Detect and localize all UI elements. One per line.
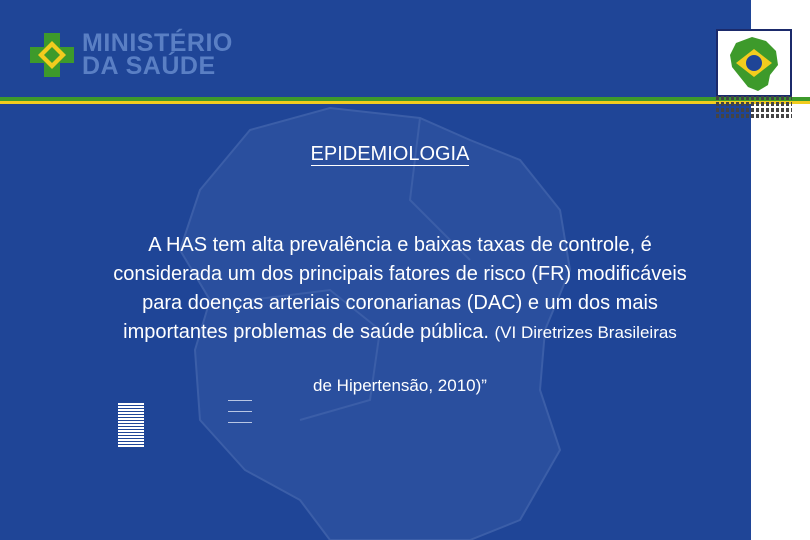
decorative-dashes xyxy=(228,400,252,433)
ministerio-logo xyxy=(30,29,233,80)
dash xyxy=(228,411,252,412)
decorative-bars xyxy=(118,403,144,447)
dash xyxy=(228,422,252,423)
logo-line-1: MINISTÉRIO xyxy=(82,29,233,57)
citation-text: de Hipertensão, 2010)” xyxy=(313,376,487,395)
body-main-text: A HAS tem alta prevalência e baixas taxas de controle, é considerada um dos principais fatores de risco (FR) modificáveis para doenças arteriais coronarianas (DAC) e um dos mais importantes problemas de saúde pública. xyxy=(113,234,687,343)
caption-line xyxy=(716,114,792,118)
caption-line xyxy=(716,102,792,106)
logo-text xyxy=(82,29,233,80)
body-paragraph xyxy=(110,231,690,347)
caption-line xyxy=(716,108,792,112)
body-tail-text: (VI Diretrizes Brasileiras xyxy=(494,323,677,342)
logo-line-2: DA SAÚDE xyxy=(82,52,216,80)
caption-line xyxy=(716,96,792,100)
brazil-flag-map-icon xyxy=(718,31,790,95)
cross-logo-icon xyxy=(30,33,74,77)
yellow-stripe xyxy=(0,101,810,104)
slide-title xyxy=(0,143,751,166)
brazil-emblem xyxy=(716,29,792,97)
dash xyxy=(228,400,252,401)
title-text: EPIDEMIOLOGIA xyxy=(310,143,470,165)
government-caption xyxy=(716,94,792,120)
